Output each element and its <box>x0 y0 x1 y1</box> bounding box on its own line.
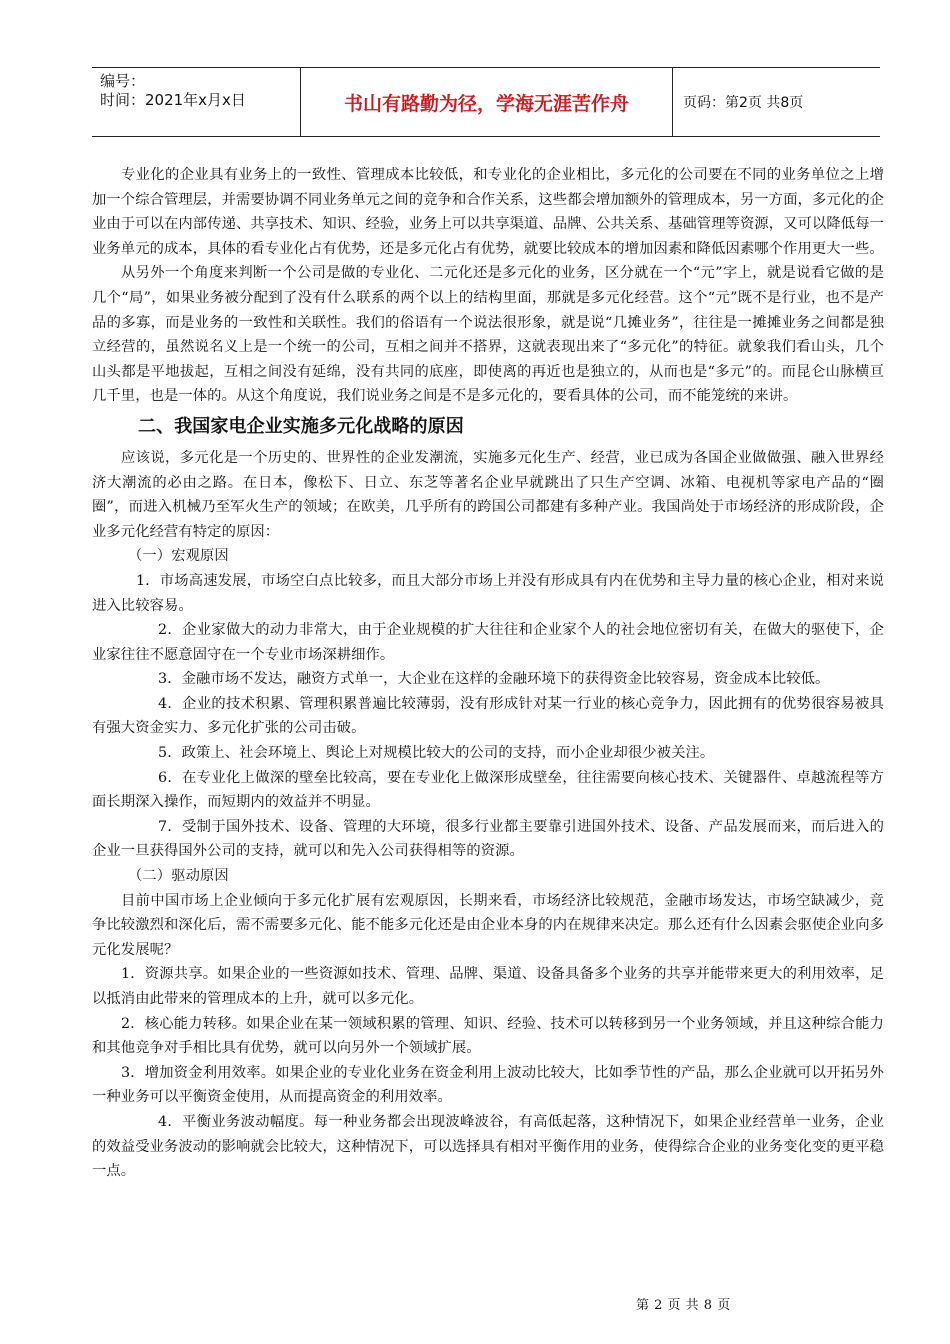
paragraph-specialization-cost: 专业化的企业具有业务上的一致性、管理成本比较低，和专业化的企业相比，多元化的公司要在不同的业务单位之上增加一个综合管理层，并需要协调不同业务单元之间的竞争和合作关系，这些都会增加额外的管理成本，另一方面，多元化的企业由于可以在内部传递、共享技术、知识、经验，业务上可以共享渠道、品牌、公共关系、基础管理等资源，又可以降低每一业务单元的成本，具体的看专业化占有优势，还是多元化占有优势，就要比较成本的增加因素和降低因素哪个作用更大一些。 <box>92 167 884 257</box>
header-motto: 书山有路勤为径，学海无涯苦作舟 <box>301 68 673 136</box>
list-item-macro-2: 2．企业家做大的动力非常大，由于企业规模的扩大往往和企业家个人的社会地位密切有关，在做大的驱使下，企业家往往不愿意固守在一个专业市场深耕细作。 <box>92 622 884 663</box>
subheading-macro: （一）宏观原因 <box>128 548 229 565</box>
list-item-macro-7: 7．受制于国外技术、设备、管理的大环境，很多行业都主要靠引进国外技术、设备、产品发展而来，而后进入的企业一旦获得国外公司的支持，就可以和先入公司获得相等的资源。 <box>92 818 884 860</box>
list-item-driving-4: 4．平衡业务波动幅度。每一种业务都会出现波峰波谷，有高低起落，这种情况下，如果企业经营单一业务，企业的效益受业务波动的影响就会比较大，这种情况下，可以选择具有相对平衡作用的业务，使得综合企业的业务变化变的更平稳一点。 <box>92 1113 884 1180</box>
page-header <box>92 67 880 137</box>
section-title: 二、我国家电企业实施多元化战略的原因 <box>138 415 464 437</box>
code-label: 编号： <box>100 72 146 90</box>
list-item-macro-4: 4．企业的技术积累、管理积累普遍比较薄弱，没有形成针对某一行业的核心竞争力，因此拥有的优势很容易被具有强大资金实力、多元化扩张的公司击破。 <box>92 695 884 737</box>
header-page-info: 页码：第2页 共8页 <box>683 95 804 111</box>
list-item-driving-3: 3．增加资金利用效率。如果企业的专业化业务在资金利用上波动比较大，比如季节性的产品，那么企业就可以开拓另外一种业务可以平衡资金使用，从而提高资金的利用效率。 <box>92 1064 884 1106</box>
subheading-driving: （二）驱动原因 <box>128 868 229 885</box>
paragraph-yuan-definition: 从另外一个角度来判断一个公司是做的专业化、二元化还是多元化的业务，区分就在一个“元”字上，就是说看它做的是几个“局”，如果业务被分配到了没有什么联系的两个以上的结构里面，那就是多元化经营。这个“元”既不是行业，也不是产品的多寡，而是业务的一致性和关联性。我们的俗语有一个说法很形象，就是说“几摊业务”，往往是一摊摊业务之间都是独立经营的，虽然说名义上是一个统一的公司，互相之间并不搭界，这就表现出来了“多元化”的特征。就象我们看山头，几个山头都是平地拔起，互相之间没有延绵，没有共同的底座，即使离的再近也是独立的，从而也是“多元”的。而昆仑山脉横亘几千里，也是一体的。从这个角度说，我们说业务之间是不是多元化的，要看具体的公司，而不能笼统的来讲。 <box>92 265 884 405</box>
list-item-macro-6: 6．在专业化上做深的壁垒比较高，要在专业化上做深形成壁垒，往往需要向核心技术、关键器件、卓越流程等方面长期深入操作，而短期内的效益并不明显。 <box>92 769 884 811</box>
list-item-macro-3: 3．金融市场不发达，融资方式单一，大企业在这样的金融环境下的获得资金比较容易，资金成本比较低。 <box>158 671 830 688</box>
time-label: 时间：2021年x月x日 <box>100 91 246 109</box>
header-meta <box>92 68 301 136</box>
list-item-macro-5: 5．政策上、社会环境上、舆论上对规模比较大的公司的支持，而小企业却很少被关注。 <box>158 745 715 762</box>
list-item-macro-1: 1．市场高速发展，市场空白点比较多，而且大部分市场上并没有形成具有内在优势和主导力量的核心企业，相对来说进入比较容易。 <box>92 572 884 614</box>
document-body <box>92 163 884 1184</box>
paragraph-driving-intro: 目前中国市场上企业倾向于多元化扩展有宏观原因，长期来看，市场经济比较规范，金融市场发达，市场空缺减少，竞争比较激烈和深化后，需不需要多元化、能不能多元化还是由企业本身的内在规律来决定。那么还有什么因素会驱使企业向多元化发展呢？ <box>92 892 884 958</box>
list-item-driving-2: 2．核心能力转移。如果企业在某一领域积累的管理、知识、经验、技术可以转移到另一个业务领域，并且这种综合能力和其他竞争对手相比具有优势，就可以向另外一个领域扩展。 <box>92 1015 884 1057</box>
list-item-driving-1: 1．资源共享。如果企业的一些资源如技术、管理、品牌、渠道、设备具备多个业务的共享并能带来更大的利用效率，足以抵消由此带来的管理成本的上升，就可以多元化。 <box>92 966 884 1007</box>
paragraph-trend: 应该说，多元化是一个历史的、世界性的企业发潮流，实施多元化生产、经营，业已成为各国企业做做强、融入世界经济大潮流的必由之路。在日本，像松下、日立、东芝等著名企业早就跳出了只生产空调、冰箱、电视机等家电产品的“圈圈”，而进入机械乃至军火生产的领域；在欧美，几乎所有的跨国公司都建有多种产业。我国尚处于市场经济的形成阶段，企业多元化经营有特定的原因： <box>92 449 884 540</box>
page-footer: 第 2 页 共 8 页 <box>636 1298 731 1313</box>
